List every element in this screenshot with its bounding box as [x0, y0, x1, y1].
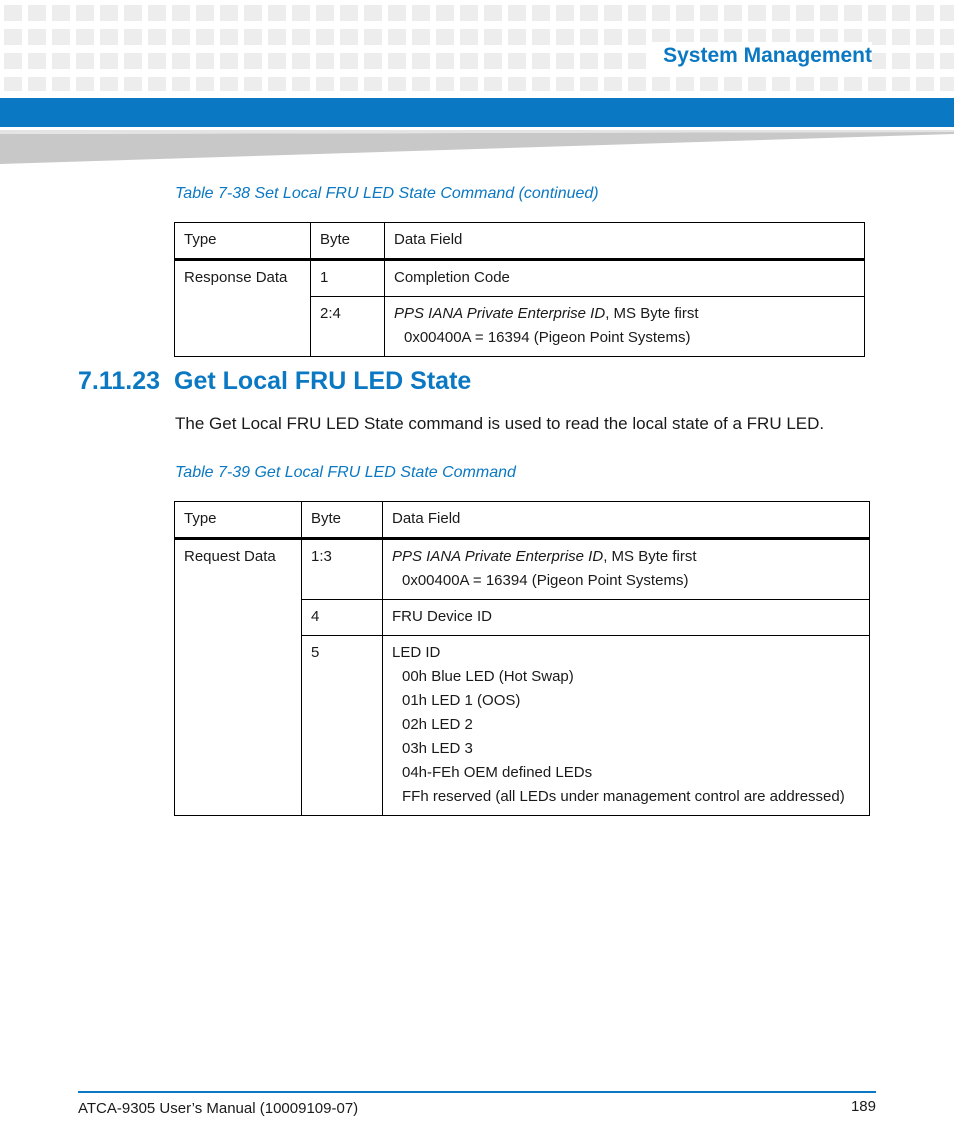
table-row [175, 539, 870, 600]
field-detail: 0x00400A = 16394 (Pigeon Point Systems) [402, 572, 689, 589]
pattern-square [364, 53, 382, 69]
pattern-square [292, 53, 310, 69]
pattern-square [76, 29, 94, 45]
pattern-square [508, 53, 526, 69]
pattern-square [340, 53, 358, 69]
pattern-square [124, 77, 142, 91]
column-header: Data Field [383, 502, 870, 539]
pattern-square [628, 5, 646, 21]
pattern-square [412, 29, 430, 45]
pattern-square [364, 29, 382, 45]
pattern-square [940, 5, 954, 21]
page-number: 189 [850, 1098, 876, 1115]
led-value: 01h LED 1 (OOS) [402, 692, 521, 709]
pattern-square [916, 77, 934, 91]
led-value: FFh reserved (all LEDs under management control are addressed) [402, 788, 845, 805]
byte-cell: 4 [302, 600, 383, 636]
pattern-square [844, 5, 862, 21]
pattern-square [388, 77, 406, 91]
pattern-square [460, 77, 478, 91]
pattern-square [76, 77, 94, 91]
pattern-square [580, 77, 598, 91]
pattern-square [868, 5, 886, 21]
pattern-square [76, 53, 94, 69]
pattern-square [628, 53, 646, 69]
pattern-square [28, 53, 46, 69]
pattern-square [532, 77, 550, 91]
field-cell [383, 539, 870, 600]
intro-paragraph: The Get Local FRU LED State command is used to read the local state of a FRU LED. [175, 414, 825, 433]
pattern-square [484, 29, 502, 45]
field-cell [385, 297, 865, 357]
field-detail: 0x00400A = 16394 (Pigeon Point Systems) [404, 329, 691, 346]
pattern-square [172, 53, 190, 69]
pattern-square [556, 29, 574, 45]
pattern-square [868, 77, 886, 91]
pattern-square [268, 29, 286, 45]
column-header: Byte [302, 502, 383, 539]
pattern-square [844, 77, 862, 91]
pattern-square [892, 53, 910, 69]
table-39-caption: Table 7-39 Get Local FRU LED State Command [175, 464, 516, 481]
field-italic: PPS IANA Private Enterprise ID [394, 305, 606, 322]
pattern-square [28, 5, 46, 21]
pattern-square [268, 77, 286, 91]
pattern-square [436, 5, 454, 21]
pattern-square [796, 5, 814, 21]
pattern-square [940, 77, 954, 91]
pattern-square [436, 53, 454, 69]
pattern-square [532, 5, 550, 21]
pattern-square [724, 5, 742, 21]
pattern-square [316, 53, 334, 69]
pattern-square [724, 77, 742, 91]
pattern-square [508, 77, 526, 91]
pattern-square [940, 29, 954, 45]
pattern-square [436, 77, 454, 91]
pattern-square [916, 29, 934, 45]
led-value: 03h LED 3 [402, 740, 473, 757]
pattern-square [604, 5, 622, 21]
pattern-square [124, 29, 142, 45]
pattern-square [220, 29, 238, 45]
pattern-square [148, 77, 166, 91]
pattern-square [772, 5, 790, 21]
pattern-square [196, 77, 214, 91]
byte-cell: 5 [302, 636, 383, 816]
pattern-square [220, 77, 238, 91]
pattern-square [412, 5, 430, 21]
pattern-square [4, 5, 22, 21]
header-grey-band [0, 130, 954, 164]
pattern-square [148, 29, 166, 45]
pattern-square [460, 53, 478, 69]
footer-rule [78, 1091, 876, 1093]
pattern-square [916, 5, 934, 21]
pattern-square [916, 53, 934, 69]
pattern-square [484, 53, 502, 69]
pattern-square [580, 53, 598, 69]
table-39 [174, 501, 870, 816]
pattern-square [748, 5, 766, 21]
pattern-square [580, 29, 598, 45]
section-number: 7.11.23 [78, 367, 161, 395]
pattern-square [748, 77, 766, 91]
table-row [175, 260, 865, 297]
field-cell [383, 636, 870, 816]
led-value: 04h-FEh OEM defined LEDs [402, 764, 593, 781]
pattern-square [148, 5, 166, 21]
pattern-square [244, 53, 262, 69]
pattern-square [220, 53, 238, 69]
pattern-square [100, 29, 118, 45]
pattern-square [604, 53, 622, 69]
column-header: Type [175, 502, 302, 539]
pattern-square [244, 77, 262, 91]
pattern-square [148, 53, 166, 69]
pattern-square [316, 29, 334, 45]
pattern-square [892, 5, 910, 21]
pattern-square [604, 29, 622, 45]
pattern-square [124, 5, 142, 21]
header-blue-bar [0, 98, 954, 127]
pattern-square [100, 53, 118, 69]
pattern-square [628, 29, 646, 45]
pattern-square [292, 77, 310, 91]
section-title-text: Get Local FRU LED State [174, 367, 472, 395]
pattern-square [340, 5, 358, 21]
pattern-square [364, 77, 382, 91]
pattern-square [52, 53, 70, 69]
pattern-square [220, 5, 238, 21]
pattern-square [4, 53, 22, 69]
pattern-square [316, 5, 334, 21]
pattern-square [244, 29, 262, 45]
field-italic: PPS IANA Private Enterprise ID [392, 548, 604, 565]
column-header: Type [175, 223, 311, 260]
pattern-square [460, 29, 478, 45]
byte-cell: 1 [311, 260, 385, 297]
pattern-square [676, 5, 694, 21]
pattern-square [628, 77, 646, 91]
field-label: LED ID [392, 644, 441, 661]
pattern-square [892, 77, 910, 91]
type-cell: Response Data [175, 260, 311, 357]
pattern-square [28, 29, 46, 45]
pattern-square [4, 77, 22, 91]
pattern-square [4, 29, 22, 45]
led-value: 00h Blue LED (Hot Swap) [402, 668, 574, 685]
pattern-square [580, 5, 598, 21]
pattern-square [172, 77, 190, 91]
pattern-square [196, 53, 214, 69]
pattern-square [268, 53, 286, 69]
table-38 [174, 222, 865, 357]
pattern-square [172, 5, 190, 21]
column-header: Data Field [385, 223, 865, 260]
pattern-square [820, 77, 838, 91]
pattern-square [556, 77, 574, 91]
pattern-square [532, 53, 550, 69]
pattern-square [436, 29, 454, 45]
pattern-square [892, 29, 910, 45]
led-value: 02h LED 2 [402, 716, 473, 733]
pattern-square [484, 77, 502, 91]
pattern-square [796, 77, 814, 91]
pattern-square [340, 29, 358, 45]
pattern-square [940, 53, 954, 69]
field-cell: FRU Device ID [383, 600, 870, 636]
field-cell: Completion Code [385, 260, 865, 297]
byte-cell: 1:3 [302, 539, 383, 600]
pattern-square [772, 77, 790, 91]
pattern-square [124, 53, 142, 69]
table-header-row [175, 223, 865, 260]
pattern-square [700, 5, 718, 21]
pattern-square [820, 5, 838, 21]
field-rest: , MS Byte first [603, 548, 697, 565]
pattern-square [28, 77, 46, 91]
pattern-square [508, 5, 526, 21]
pattern-square [484, 5, 502, 21]
pattern-square [100, 5, 118, 21]
pattern-square [244, 5, 262, 21]
byte-cell: 2:4 [311, 297, 385, 357]
column-header: Byte [311, 223, 385, 260]
pattern-square [364, 5, 382, 21]
pattern-square [508, 29, 526, 45]
section-title: System Management [647, 42, 872, 70]
type-cell: Request Data [175, 539, 302, 816]
pattern-square [460, 5, 478, 21]
pattern-square [388, 5, 406, 21]
pattern-square [676, 77, 694, 91]
field-rest: , MS Byte first [605, 305, 699, 322]
pattern-square [556, 5, 574, 21]
pattern-square [52, 5, 70, 21]
pattern-square [388, 53, 406, 69]
pattern-square [412, 53, 430, 69]
pattern-square [652, 5, 670, 21]
pattern-square [196, 5, 214, 21]
pattern-square [652, 77, 670, 91]
pattern-square [532, 29, 550, 45]
pattern-square [316, 77, 334, 91]
table-header-row [175, 502, 870, 539]
pattern-square [700, 77, 718, 91]
section-heading [78, 367, 471, 396]
table-38-caption: Table 7-38 Set Local FRU LED State Command (continued) [175, 185, 599, 202]
pattern-square [556, 53, 574, 69]
pattern-square [100, 77, 118, 91]
pattern-square [196, 29, 214, 45]
pattern-square [412, 77, 430, 91]
footer-manual-title: ATCA-9305 User’s Manual (10009109-07) [78, 1100, 359, 1117]
pattern-square [292, 5, 310, 21]
pattern-square [52, 77, 70, 91]
pattern-square [172, 29, 190, 45]
pattern-square [268, 5, 286, 21]
pattern-square [340, 77, 358, 91]
pattern-square [604, 77, 622, 91]
pattern-square [388, 29, 406, 45]
pattern-square [292, 29, 310, 45]
pattern-square [76, 5, 94, 21]
pattern-square [52, 29, 70, 45]
